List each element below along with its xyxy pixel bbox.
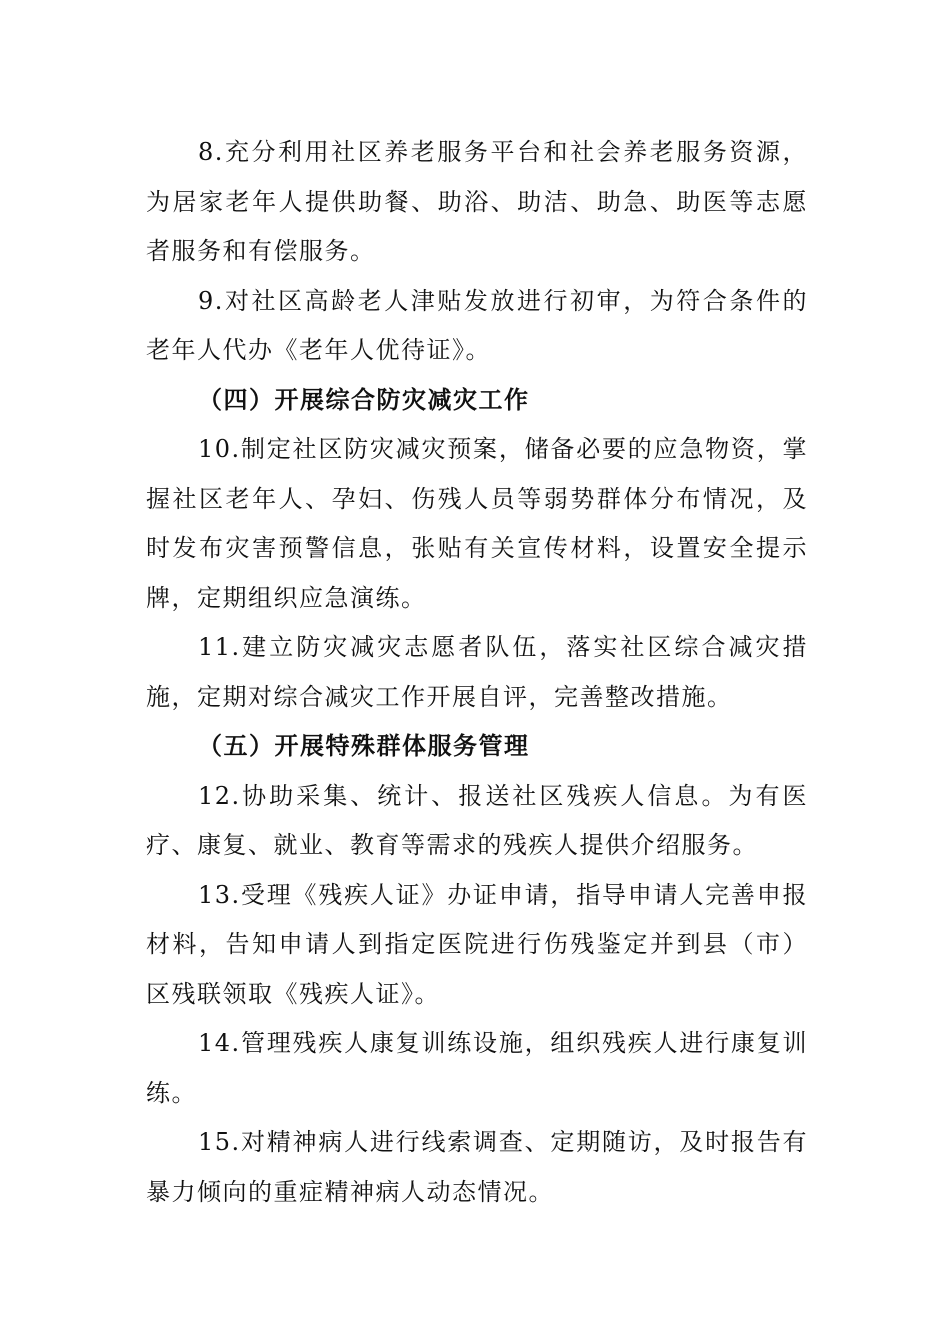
document-body [146,128,808,1217]
paragraph-item-15: 15.对精神病人进行线索调查、定期随访，及时报告有暴力倾向的重症精神病人动态情况。 [146,1128,808,1206]
paragraph-item-10: 10.制定社区防灾减灾预案，储备必要的应急物资，掌握社区老年人、孕妇、伤残人员等弱势群体分布情况，及时发布灾害预警信息，张贴有关宣传材料，设置安全提示牌，定期组织应急演练。 [146,435,808,612]
section-heading-4: （四）开展综合防灾减灾工作 [198,385,530,414]
paragraph-item-12: 12.协助采集、统计、报送社区残疾人信息。为有医疗、康复、就业、教育等需求的残疾人提供介绍服务。 [146,781,808,859]
paragraph-item-14: 14.管理残疾人康复训练设施，组织残疾人进行康复训练。 [146,1029,808,1107]
paragraph-item-8: 8.充分利用社区养老服务平台和社会养老服务资源，为居家老年人提供助餐、助浴、助洁、助急、助医等志愿者服务和有偿服务。 [146,138,808,265]
paragraph-item-9: 9.对社区高龄老人津贴发放进行初审，为符合条件的老年人代办《老年人优待证》。 [146,286,808,364]
paragraph-item-11: 11.建立防灾减灾志愿者队伍，落实社区综合减灾措施，定期对综合减灾工作开展自评，完善整改措施。 [146,633,808,711]
paragraph-item-13: 13.受理《残疾人证》办证申请，指导申请人完善申报材料，告知申请人到指定医院进行伤残鉴定并到县（市）区残联领取《残疾人证》。 [146,880,808,1008]
section-heading-5: （五）开展特殊群体服务管理 [198,732,530,760]
